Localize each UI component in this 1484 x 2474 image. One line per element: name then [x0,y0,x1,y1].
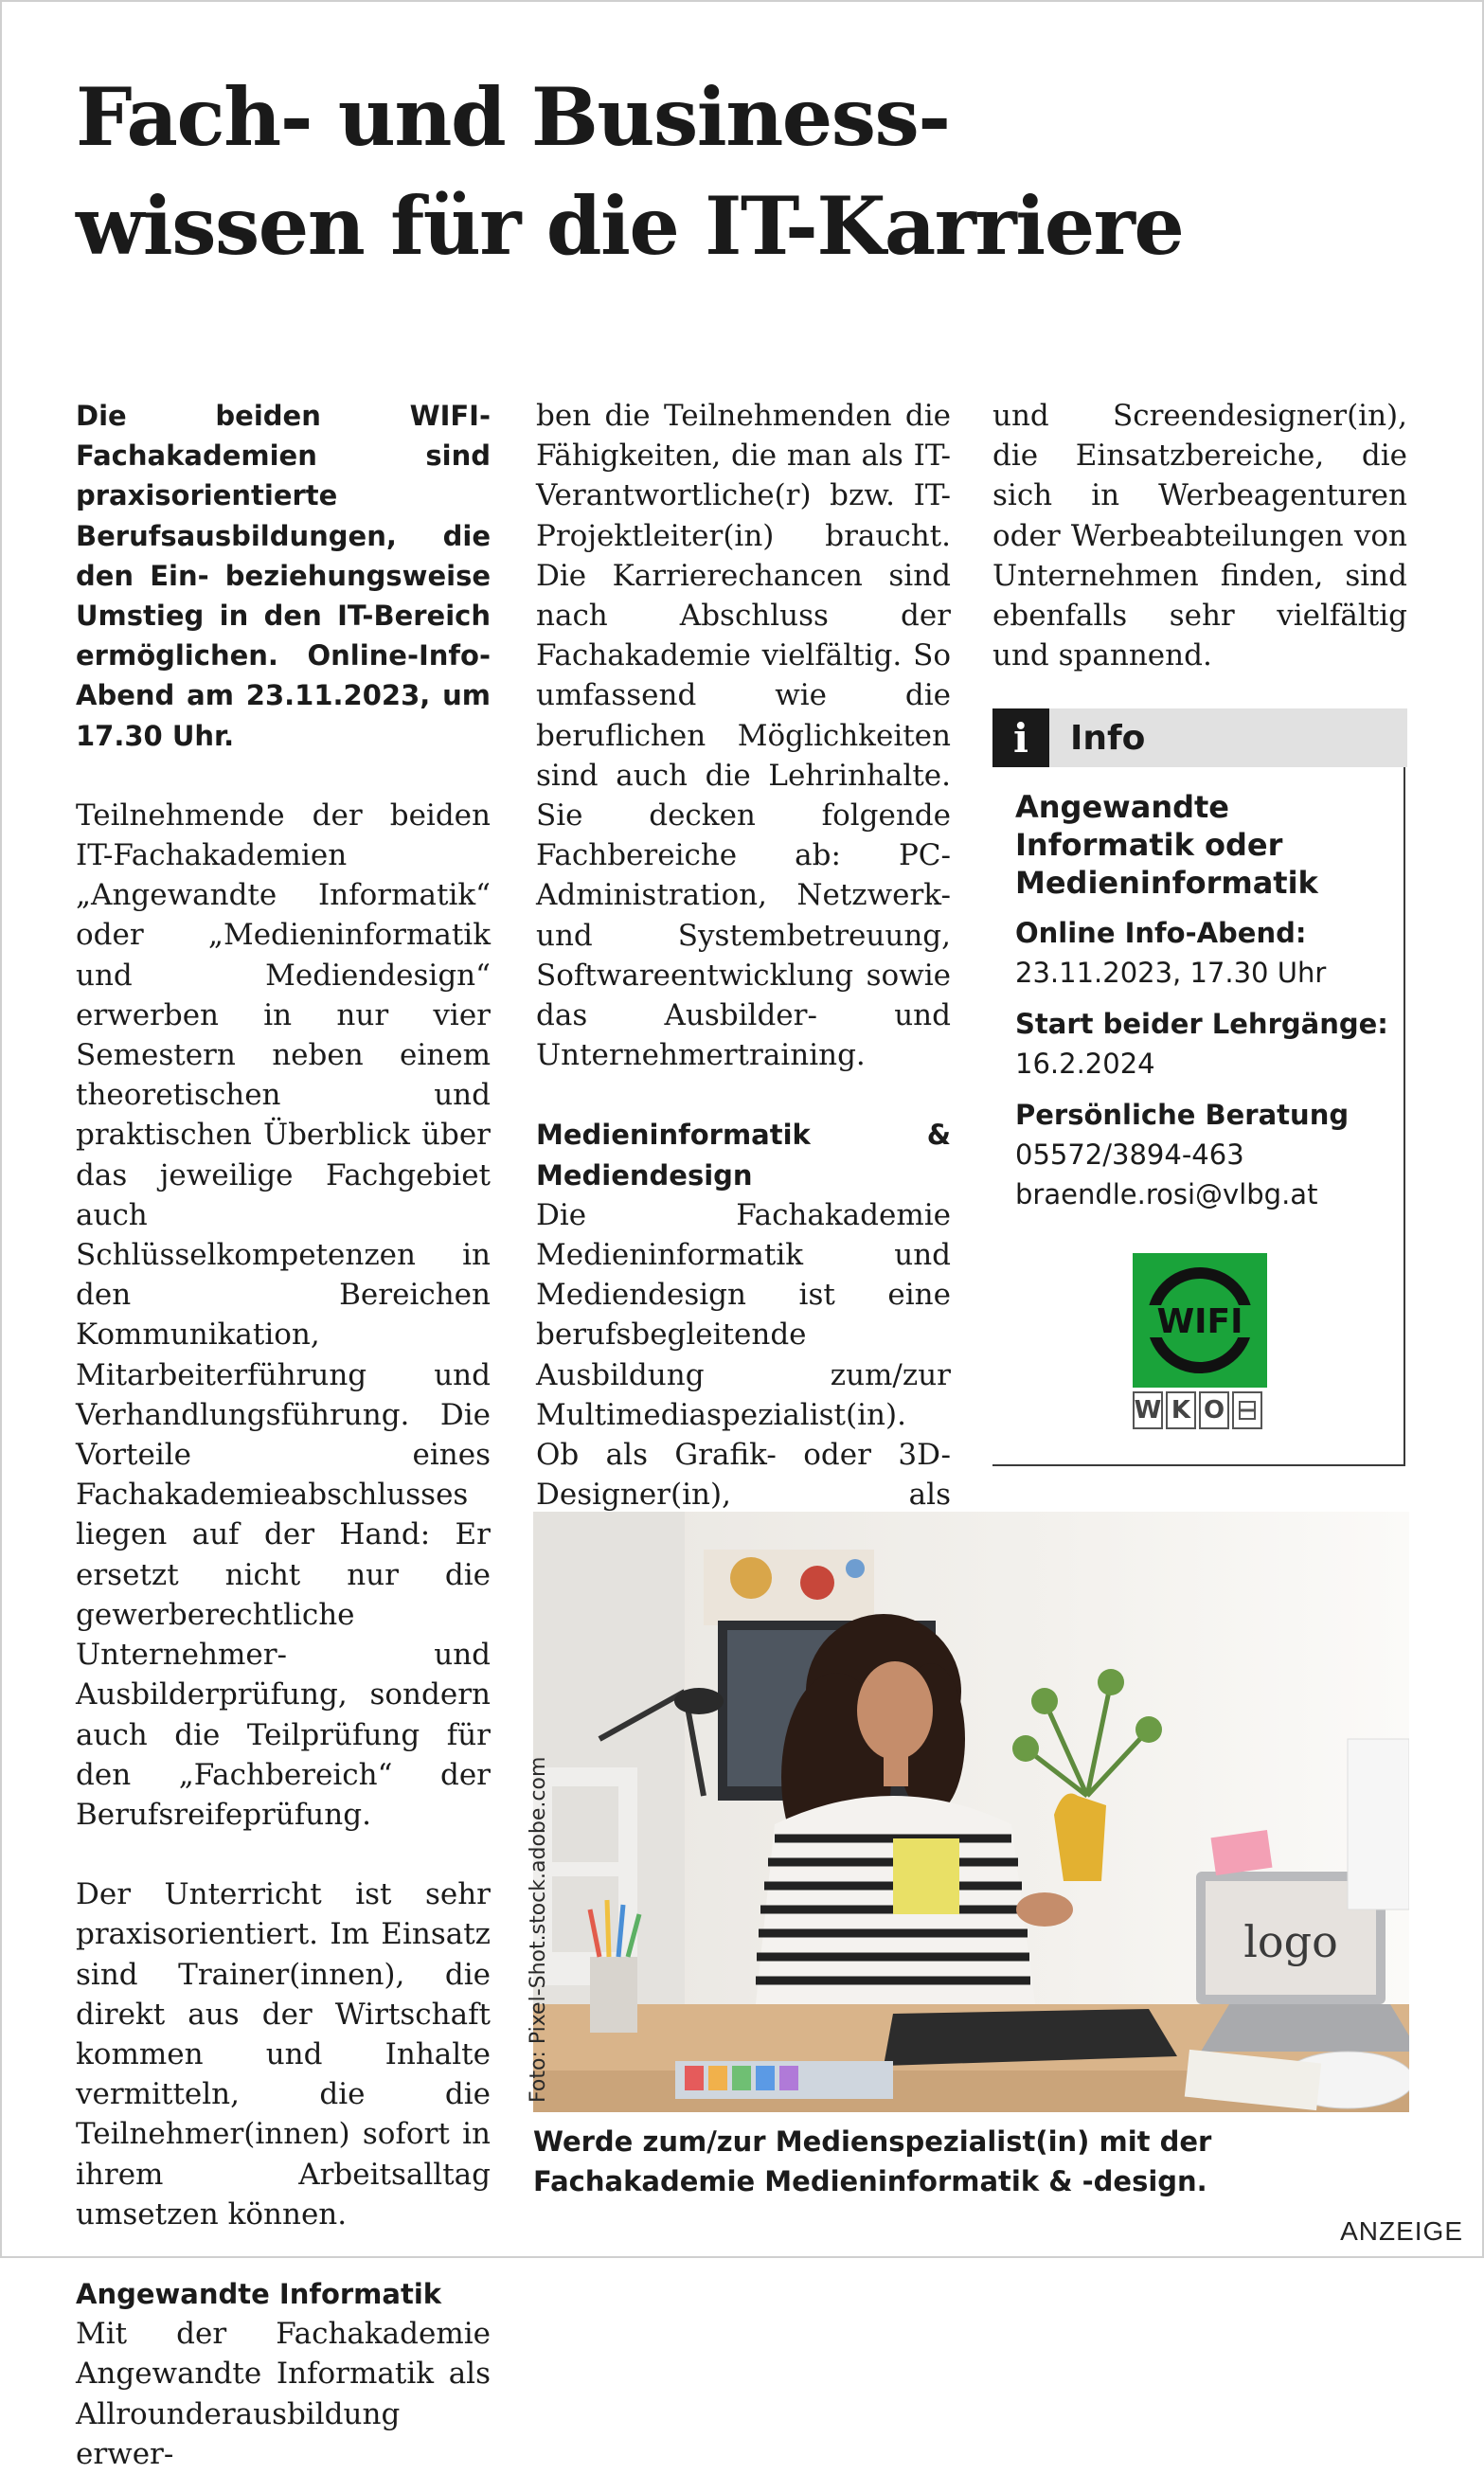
body-paragraph: Teilnehmende der beiden IT-Fachakademien „Angewandte Informatik“ oder „Medieninformatik und Mediendesign“ erwerben in nur vier Semestern neben einem theoretischen und praktischen Überblick über das jeweilige Fachgebiet auch Schlüsselkompetenzen in den Bereichen Kommunikation, Mitarbeiterführung und Verhandlungsführung. Die Vorteile eines Fachakademieabschlusses liegen auf der Hand: Er ersetzt nicht nur die gewerberechtliche Unternehmer- und Ausbilderprüfung, sondern auch die Teilprüfung für den „Fachbereich“ der Berufsreifeprüfung. [76,798,491,1832]
wko-letter-o: O [1199,1391,1229,1429]
lead-paragraph: Die beiden WIFI-Fachakademien sind praxisorientierte Berufsausbildungen, die den Ein- beziehungsweise Umstieg in den IT-Bereich ermöglichen. Online-Info-Abend am 23.11.2023, um 17.30 Uhr. [76,400,491,752]
column-2 [536,396,951,1595]
body-paragraph: Der Unterricht ist sehr praxisorientiert. Im Einsatz sind Trainer(innen), die direkt aus der Wirtschaft kommen und Inhalte vermitteln, die die Teilnehmer(innen) sofort in ihrem Arbeitsalltag umsetzen können. [76,1877,491,2232]
body-paragraph: Mit der Fachakademie Angewandte Informatik als Allrounderausbildung erwer- [76,2317,491,2471]
info-label-beratung: Persönliche Beratung [1015,1099,1350,1131]
body-paragraph: ben die Teilnehmenden die Fähigkeiten, die man als IT-Verantwortliche(r) bzw. IT-Projektleiter(in) braucht. Die Karrierechancen sind nach Abschluss der Fachakademie vielfältig. So umfassend wie die beruflichen Möglichkeiten sind auch die Lehrinhalte. Sie decken folgende Fachbereiche ab: PC-Administration, Netzwerk- und Systembetreuung, Softwareentwicklung sowie das Ausbilder- und Unternehmertraining. [536,399,951,1073]
info-box-heading: Angewandte Informatik oder Medieninformatik [1015,789,1318,901]
laptop-screen-logo-text: logo [1243,1916,1338,1967]
info-value-start-date: 16.2.2024 [1015,1048,1155,1080]
wko-letter-w: W [1133,1391,1163,1429]
photo-caption: Werde zum/zur Medienspezialist(in) mit der Fachakademie Medieninformatik & -design. [533,2125,1212,2197]
advertisement-label: ANZEIGE [1340,2216,1463,2246]
info-phone: 05572/3894-463 [1015,1138,1244,1171]
wifi-logo-mark [1133,1253,1267,1388]
subheading-medieninformatik: Medieninformatik & Mediendesign [536,1119,951,1192]
info-box-body [992,767,1404,1214]
photo-credit: Foto: Pixel-Shot.stock.adobe.com [527,1756,550,2103]
headline-line-2: wissen für die IT-Karriere [76,179,1184,273]
headline [76,63,1421,280]
column-3 [992,396,1407,675]
info-email[interactable]: braendle.rosi@vlbg.at [1015,1178,1318,1210]
body-paragraph: und Screendesigner(in), die Einsatzbereiche, die sich in Werbeagenturen oder Werbeabteilungen von Unternehmen finden, sind ebenfalls sehr vielfältig und spannend. [992,399,1407,673]
info-box-title: Info [1070,718,1146,758]
austria-crest-icon [1232,1391,1262,1429]
wifi-logo-text: WIFI [1156,1302,1243,1341]
info-icon: i [992,708,1049,767]
wko-logo [1133,1391,1267,1429]
info-value-date: 23.11.2023, 17.30 Uhr [1015,957,1327,989]
article-photo [533,1512,1409,2112]
wko-letter-k: K [1166,1391,1196,1429]
column-1 [76,396,491,2474]
info-box [992,708,1405,1466]
info-label-online-abend: Online Info-Abend: [1015,917,1307,949]
headline-line-1: Fach- und Business- [76,70,950,164]
info-box-header [992,708,1407,767]
body-paragraph: Die Fachakademie Medieninformatik und Mediendesign ist eine berufsbegleitende Ausbildung zum/zur Multimediaspezialist(in). Ob als Grafik- oder 3D-Designer(in), als [536,1197,951,1513]
designer-at-desk-image [533,1512,1409,2112]
wifi-logo [1133,1253,1267,1388]
info-label-start: Start beider Lehrgänge: [1015,1008,1388,1040]
wifi-wko-logo [1133,1253,1267,1433]
subheading-angewandte-informatik: Angewandte Informatik [76,2277,442,2310]
